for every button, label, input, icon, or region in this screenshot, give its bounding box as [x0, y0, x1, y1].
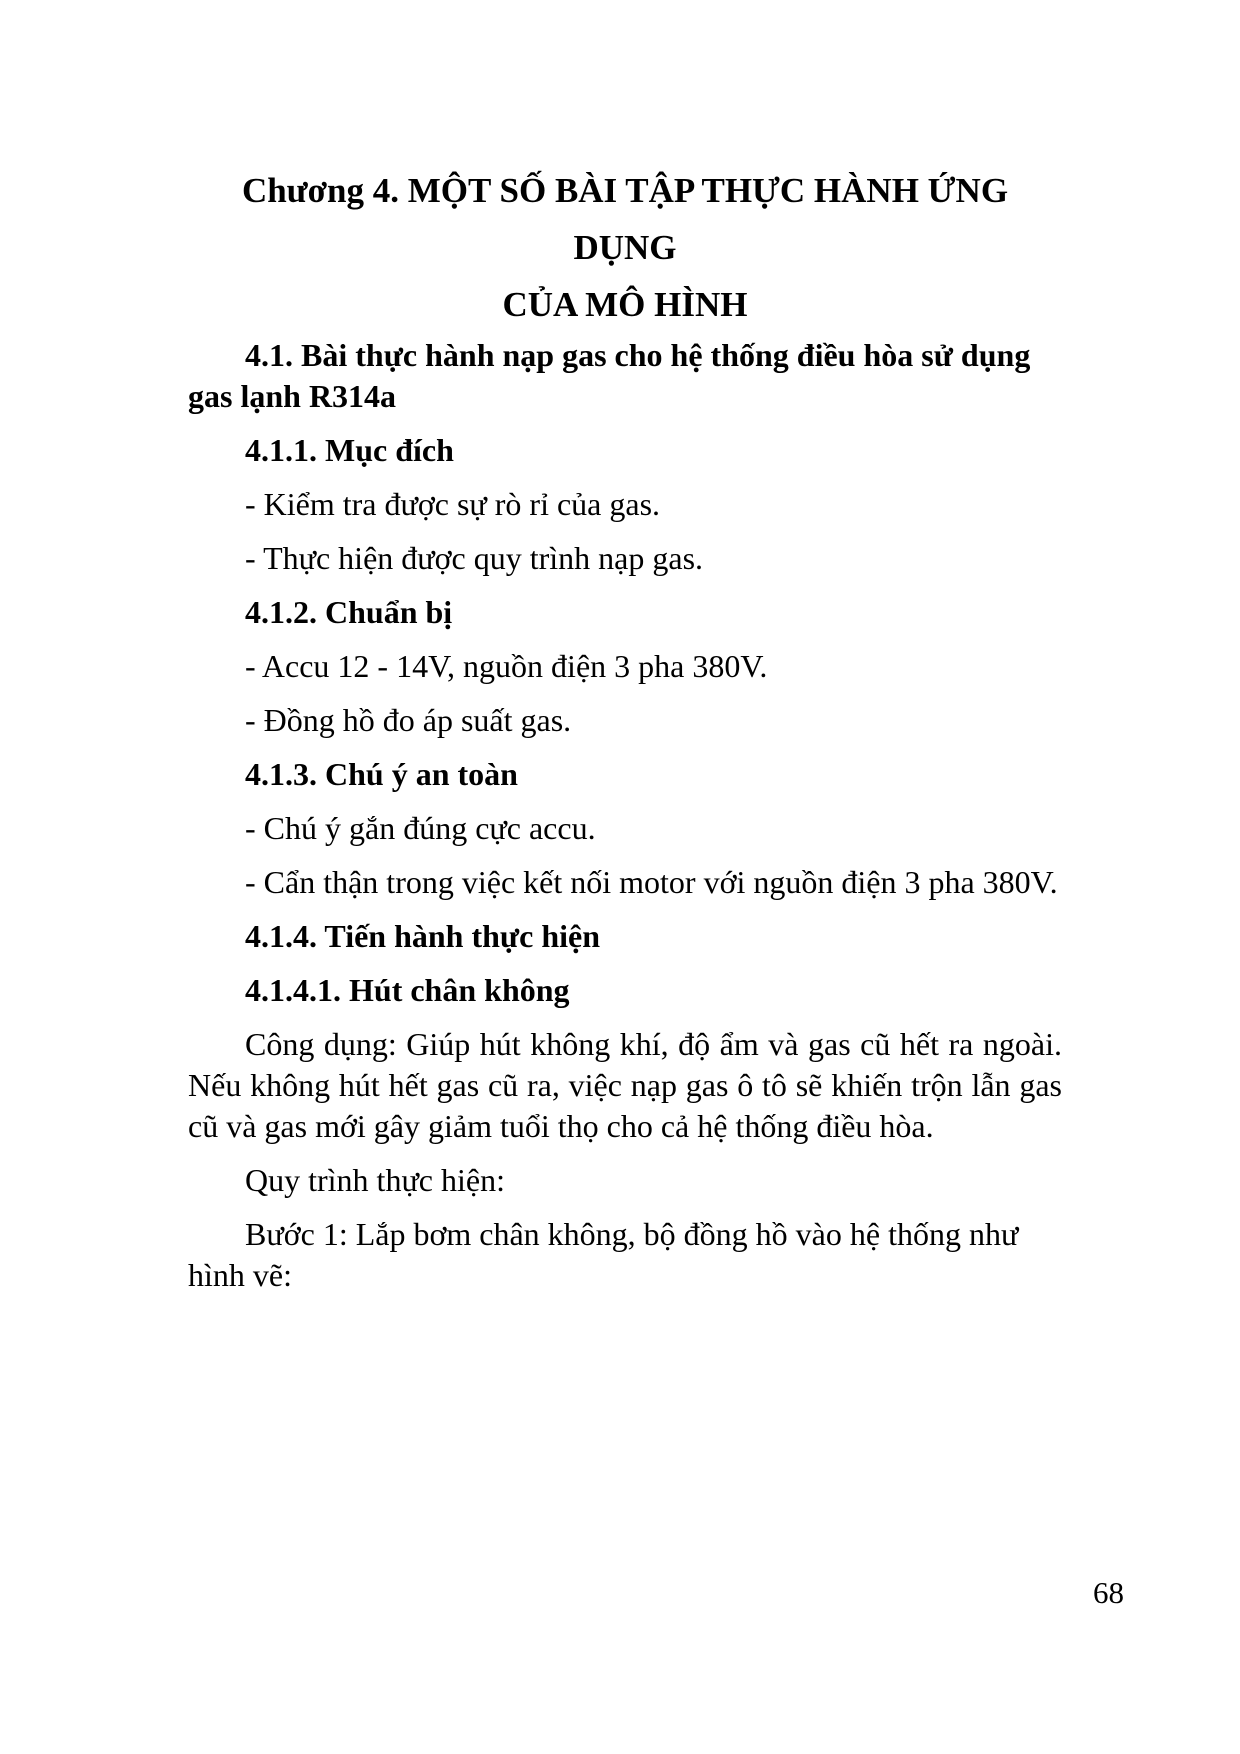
section-heading-4-1-4: 4.1.4. Tiến hành thực hiện — [245, 918, 601, 954]
section-heading-4-1-2: 4.1.2. Chuẩn bị — [245, 594, 453, 630]
bullet-item: - Accu 12 - 14V, nguồn điện 3 pha 380V. — [245, 648, 768, 684]
body-paragraph: Quy trình thực hiện: — [245, 1162, 505, 1198]
body-paragraph: Bước 1: Lắp bơm chân không, bộ đồng hồ vào hệ thống như hình vẽ: — [188, 1216, 1019, 1293]
section-heading-4-1-4-1: 4.1.4.1. Hút chân không — [245, 972, 570, 1008]
section-heading-4-1-3: 4.1.3. Chú ý an toàn — [245, 756, 518, 792]
bullet-item: - Kiểm tra được sự rò rỉ của gas. — [245, 486, 661, 522]
bullet-item: - Thực hiện được quy trình nạp gas. — [245, 540, 704, 576]
chapter-title-line-2: CỦA MÔ HÌNH — [502, 285, 748, 324]
chapter-title — [188, 162, 1062, 333]
page-number: 68 — [1093, 1575, 1124, 1610]
body-paragraph: Công dụng: Giúp hút không khí, độ ẩm và gas cũ hết ra ngoài. Nếu không hút hết gas cũ ra, việc nạp gas ô tô sẽ khiến trộn lẫn gas cũ và gas mới gây giảm tuổi thọ cho cả hệ thống điều hòa. — [188, 1026, 1062, 1144]
section-heading-4-1: 4.1. Bài thực hành nạp gas cho hệ thống điều hòa sử dụng gas lạnh R314a — [188, 337, 1031, 414]
chapter-title-line-1: Chương 4. MỘT SỐ BÀI TẬP THỰC HÀNH ỨNG DỤNG — [241, 171, 1009, 267]
bullet-item: - Chú ý gắn đúng cực accu. — [245, 810, 596, 846]
section-heading-4-1-1: 4.1.1. Mục đích — [245, 432, 454, 468]
bullet-item: - Cẩn thận trong việc kết nối motor với nguồn điện 3 pha 380V. — [245, 864, 1058, 900]
bullet-item: - Đồng hồ đo áp suất gas. — [245, 702, 572, 738]
page-content — [188, 162, 1062, 1309]
